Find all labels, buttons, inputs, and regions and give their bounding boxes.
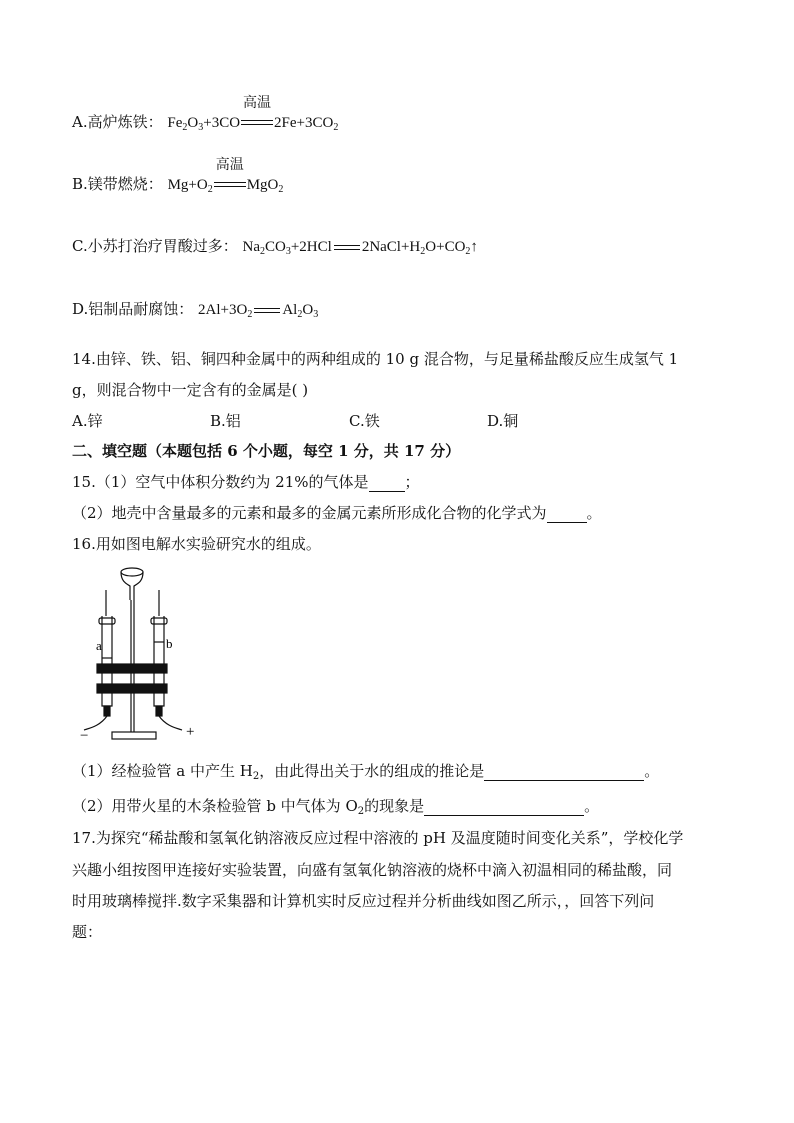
- option-a-label: A.高炉炼铁：: [72, 113, 163, 131]
- eq-sub: 2: [297, 309, 303, 320]
- eq-text: 2Al+3O: [198, 302, 248, 318]
- electrolysis-apparatus-figure: [80, 560, 210, 746]
- eq-text: 2NaCl+H: [361, 239, 421, 255]
- eq-sub: 3: [198, 122, 204, 133]
- q16-sub2-text2: 的现象是: [364, 797, 425, 815]
- eq-text: +3CO: [203, 115, 241, 131]
- eq-sub: 2: [252, 771, 260, 782]
- q14-stem-line2: g，则混合物中一定含有的金属是( ): [72, 381, 309, 399]
- eq-text: 2Fe+3CO: [274, 115, 334, 131]
- eq-sub: 2: [260, 246, 265, 257]
- eq-sub: 3: [313, 309, 319, 320]
- q16-sub1-text: （1）经检验管 a 中产生 H: [72, 762, 253, 780]
- q16-sub2: [72, 796, 599, 816]
- q16-sub2-text: （2）用带火星的木条检验管 b 中气体为 O: [72, 797, 358, 815]
- equals-sign: [254, 306, 280, 316]
- q17-line2: 兴趣小组按图甲连接好实验装置，向盛有氢氧化钠溶液的烧杯中滴入初温相同的稀盐酸，同: [72, 861, 673, 879]
- equals-with-condition: [240, 95, 274, 134]
- eq-text: +2HCl: [290, 239, 332, 255]
- q17-line4: 题：: [72, 923, 103, 941]
- q16-sub1-text2: ，由此得出关于水的组成的推论是: [259, 762, 485, 780]
- q17-line3: 时用玻璃棒搅拌.数字采集器和计算机实时反应过程并分析曲线如图乙所示，，回答下列问: [72, 892, 655, 910]
- option-b-equation: [167, 157, 284, 195]
- q15-part2: [72, 503, 602, 523]
- answer-blank[interactable]: [424, 799, 584, 816]
- eq-text: MgO: [246, 177, 279, 193]
- eq-text: CO: [265, 239, 286, 255]
- positive-electrode-label: +: [186, 724, 195, 740]
- eq-sub: 2: [278, 184, 284, 195]
- eq-sub: 2: [207, 184, 213, 195]
- q15-part1-text: 15.（1）空气中体积分数约为 21%的气体是: [72, 473, 369, 491]
- answer-blank[interactable]: [369, 475, 405, 492]
- q15-part1: [72, 472, 420, 492]
- q16-stem: 16.用如图电解水实验研究水的组成。: [72, 535, 321, 553]
- q16-sub1: [72, 761, 659, 781]
- option-d-equation: [198, 302, 318, 318]
- q16-sub1-end: 。: [644, 762, 660, 780]
- negative-electrode-label: −: [80, 728, 89, 744]
- tube-b-label: b: [166, 636, 173, 651]
- section-heading: 二、填空题（本题包括 6 个小题，每空 1 分，共 17 分）: [72, 442, 461, 460]
- eq-sub: 2: [465, 246, 471, 257]
- reaction-condition: 高温: [243, 95, 272, 111]
- eq-sub: 2: [333, 122, 339, 133]
- eq-sub: 2: [247, 309, 253, 320]
- reaction-condition: 高温: [215, 157, 244, 173]
- q13-option-b: [72, 157, 284, 196]
- q14-option-d: D.铜: [487, 412, 519, 430]
- q14-option-c: C.铁: [349, 412, 380, 430]
- eq-text: Mg+O: [167, 177, 208, 193]
- option-c-label: C.小苏打治疗胃酸过多：: [72, 237, 238, 255]
- q13-option-a: [72, 95, 339, 134]
- q15-part2-text: （2）地壳中含量最多的元素和最多的金属元素所形成化合物的化学式为: [72, 504, 547, 522]
- q15-part1-end: ；: [404, 473, 420, 491]
- q14-option-b: B.铝: [210, 412, 241, 430]
- q14-stem-line1: 14.由锌、铁、铝、铜四种金属中的两种组成的 10 g 混合物，与足量稀盐酸反应生成氢气 1: [72, 350, 679, 368]
- q13-option-c: [72, 236, 478, 257]
- gas-arrow: ↑: [470, 239, 478, 255]
- q15-part2-end: 。: [586, 504, 602, 522]
- eq-sub: 2: [182, 122, 188, 133]
- q17-line1: 17.为探究“稀盐酸和氢氧化钠溶液反应过程中溶液的 pH 及温度随时间变化关系”，学校化学: [72, 829, 684, 847]
- eq-text: Fe: [167, 115, 183, 131]
- answer-blank[interactable]: [484, 764, 644, 781]
- option-d-label: D.铝制品耐腐蚀：: [72, 300, 194, 318]
- equals-sign: [334, 243, 360, 253]
- tube-a-label: a: [96, 638, 102, 653]
- eq-text: O+CO: [425, 239, 466, 255]
- q14-option-a: A.锌: [72, 412, 103, 430]
- eq-text: O: [187, 115, 199, 131]
- option-c-equation: [243, 239, 478, 255]
- eq-sub: 3: [285, 246, 291, 257]
- option-b-label: B.镁带燃烧：: [72, 175, 163, 193]
- answer-blank[interactable]: [547, 506, 587, 523]
- eq-text: O: [302, 302, 314, 318]
- eq-sub: 2: [357, 806, 365, 817]
- equals-with-condition: [213, 157, 247, 196]
- eq-sub: 2: [420, 246, 426, 257]
- eq-text: Na: [242, 239, 260, 255]
- q16-sub2-end: 。: [584, 797, 600, 815]
- q13-option-d: [72, 299, 318, 320]
- eq-text: Al: [282, 302, 298, 318]
- option-a-equation: [167, 95, 339, 133]
